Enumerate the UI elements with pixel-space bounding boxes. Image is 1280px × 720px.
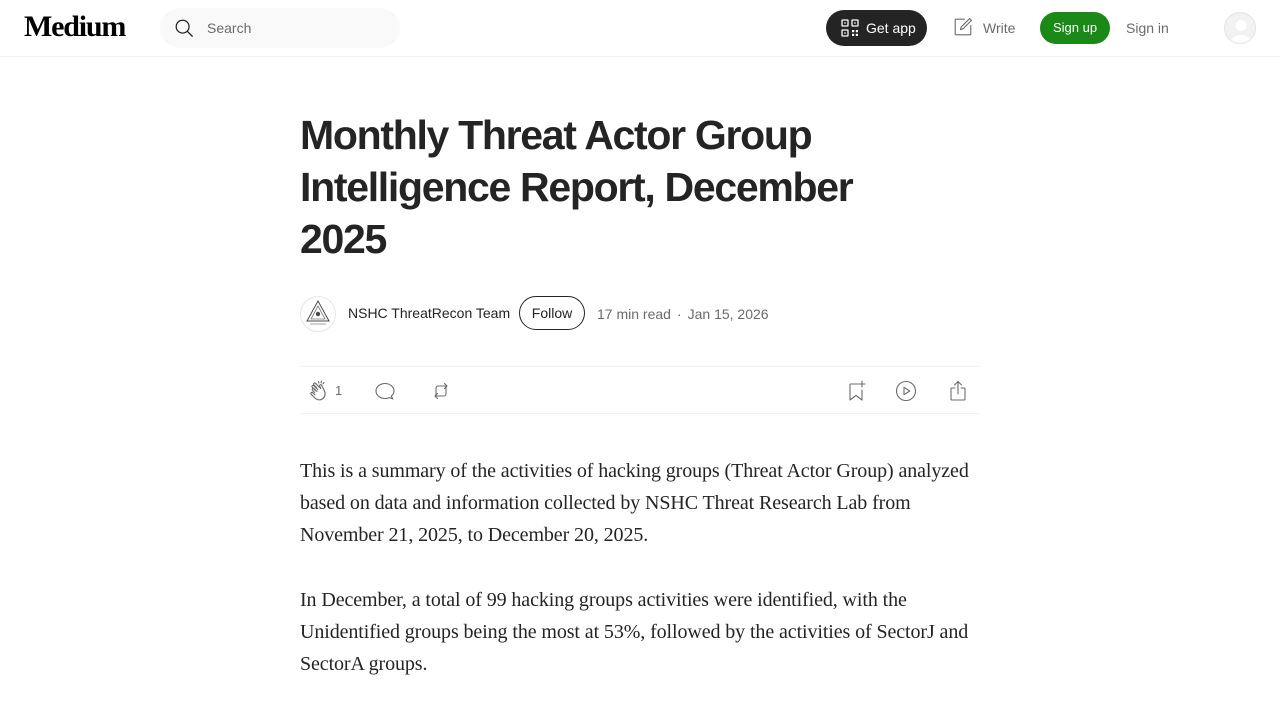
article-title: Monthly Threat Actor Group Intelligence Report, December 2025 xyxy=(300,112,853,262)
search-icon xyxy=(173,17,195,39)
top-navigation-bar xyxy=(0,0,1280,57)
read-time: 17 min read xyxy=(597,306,671,322)
bookmark-add-icon[interactable] xyxy=(844,379,868,403)
article-meta xyxy=(597,306,769,322)
author-avatar[interactable] xyxy=(300,296,336,332)
speech-bubble-icon[interactable] xyxy=(373,379,397,403)
get-app-label: Get app xyxy=(866,20,916,36)
publish-date: Jan 15, 2026 xyxy=(687,306,769,322)
pen-square-icon xyxy=(952,16,974,38)
search-input[interactable] xyxy=(207,8,387,48)
qr-code-icon xyxy=(841,19,859,37)
sign-in-link[interactable]: Sign in xyxy=(1126,20,1169,36)
share-icon[interactable] xyxy=(946,379,970,403)
follow-button[interactable]: Follow xyxy=(519,296,585,330)
medium-logo[interactable]: Medium xyxy=(24,10,126,43)
search-box[interactable] xyxy=(160,8,400,48)
article-paragraph: This is a summary of the activities of hacking groups (Threat Actor Group) analyzed based on data and information collected by NSHC Threat Research Lab from November 21, 2025, to December 20, 2025. xyxy=(300,460,969,546)
clap-count: 1 xyxy=(335,383,343,398)
play-circle-icon[interactable] xyxy=(894,379,918,403)
clap-icon[interactable] xyxy=(308,379,332,403)
get-app-button[interactable] xyxy=(826,10,927,46)
meta-separator: · xyxy=(676,306,682,322)
article-byline xyxy=(300,296,980,332)
repost-icon[interactable] xyxy=(429,379,453,403)
write-label: Write xyxy=(983,20,1016,36)
user-avatar-icon[interactable] xyxy=(1224,12,1256,44)
article-paragraph: In December, a total of 99 hacking groups activities were identified, with the Unidentified groups being the most at 53%, followed by the activities of SectorJ and SectorA groups. xyxy=(300,589,969,675)
sign-up-button[interactable]: Sign up xyxy=(1040,12,1110,44)
author-name[interactable]: NSHC ThreatRecon Team xyxy=(348,305,511,321)
article-action-bar xyxy=(300,366,980,414)
